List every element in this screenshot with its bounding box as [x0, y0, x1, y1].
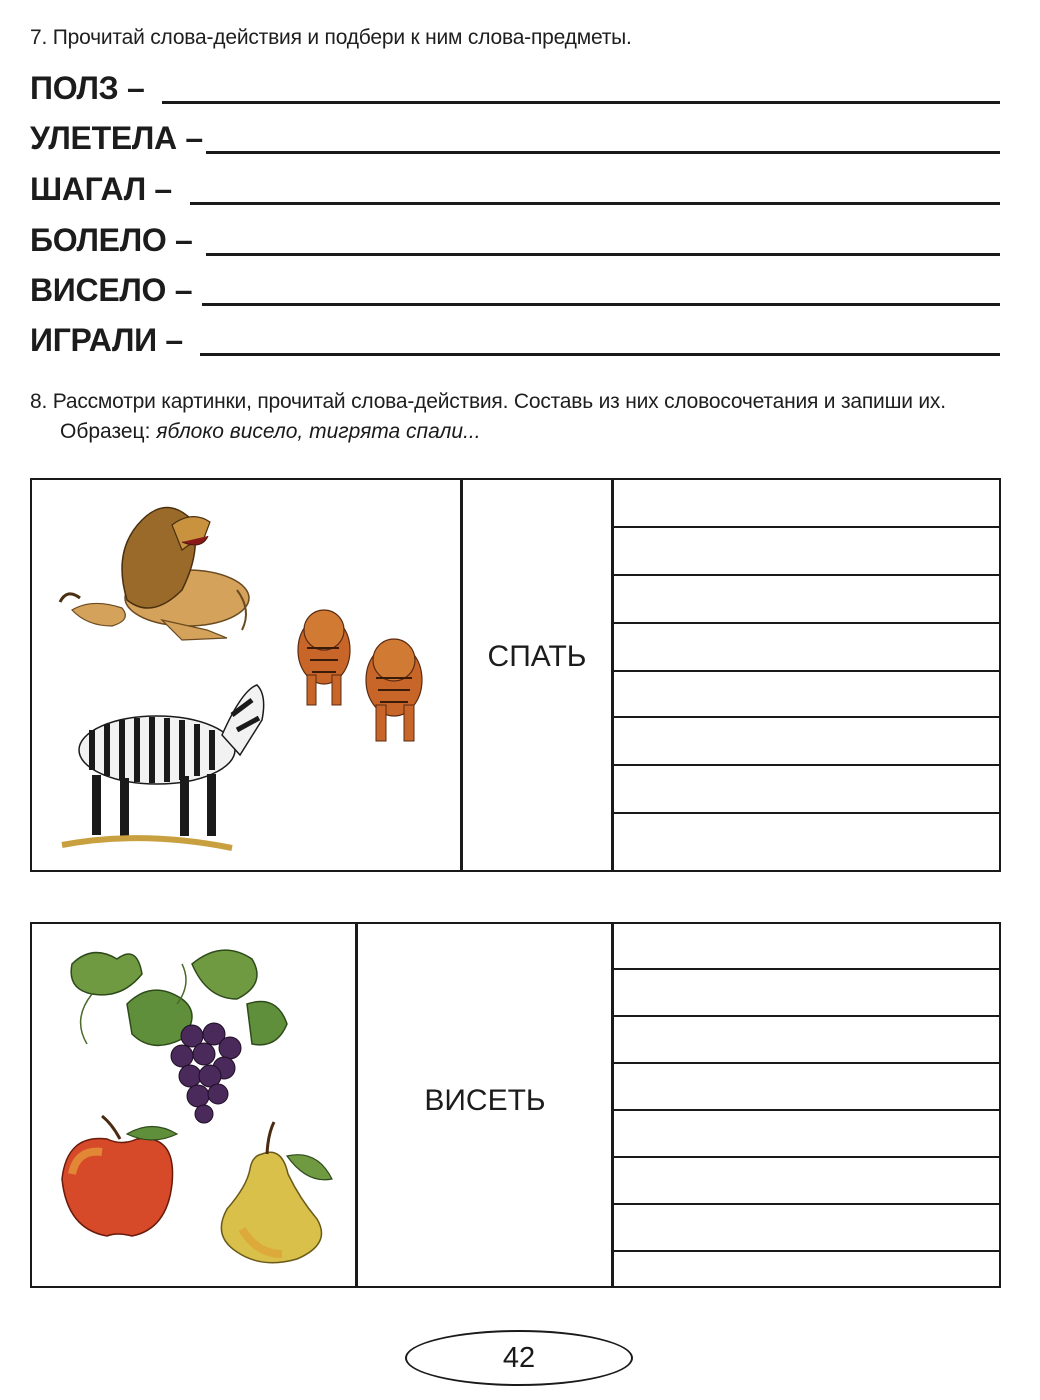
answer-line[interactable]	[200, 353, 1000, 356]
grape-vine-illustration	[71, 950, 287, 1045]
action-word: ВИСЕЛО –	[30, 272, 193, 308]
write-line[interactable]	[613, 574, 999, 576]
writing-cell[interactable]	[613, 924, 999, 1286]
action-word: ПОЛЗ –	[30, 70, 145, 106]
writing-cell[interactable]	[613, 480, 999, 870]
verb-label: СПАТЬ	[487, 640, 587, 673]
column-divider	[460, 480, 463, 870]
zebra-illustration	[62, 685, 264, 848]
picture-cell	[32, 480, 460, 870]
fill-row-polz	[30, 64, 1000, 104]
action-word: БОЛЕЛО –	[30, 222, 193, 258]
write-line[interactable]	[613, 1203, 999, 1205]
fill-row-uletela	[30, 114, 1000, 154]
fill-row-shagal	[30, 165, 1000, 205]
write-line[interactable]	[613, 1062, 999, 1064]
answer-line[interactable]	[162, 101, 1000, 104]
picture-cell	[32, 924, 355, 1286]
task7-heading: 7. Прочитай слова-действия и подбери к ним слова-предметы.	[30, 26, 632, 49]
answer-line[interactable]	[202, 303, 1000, 306]
write-line[interactable]	[613, 670, 999, 672]
write-line[interactable]	[613, 1250, 999, 1252]
answer-line[interactable]	[206, 151, 1000, 154]
pear-illustration	[221, 1122, 332, 1263]
grapes-illustration	[171, 1023, 241, 1123]
write-line[interactable]	[613, 1156, 999, 1158]
action-word: ИГРАЛИ –	[30, 322, 183, 358]
fill-row-viselo	[30, 266, 1000, 306]
apple-illustration	[62, 1116, 177, 1236]
write-line[interactable]	[613, 812, 999, 814]
write-line[interactable]	[613, 1015, 999, 1017]
example-label: Образец:	[60, 420, 151, 443]
action-word: УЛЕТЕЛА –	[30, 120, 203, 156]
write-line[interactable]	[613, 716, 999, 718]
write-line[interactable]	[613, 526, 999, 528]
animals-picture	[32, 480, 460, 870]
write-line[interactable]	[613, 622, 999, 624]
answer-line[interactable]	[206, 253, 1000, 256]
lion-illustration	[60, 508, 249, 641]
tiger-cubs-illustration	[298, 610, 422, 741]
write-line[interactable]	[613, 764, 999, 766]
page-number	[405, 1330, 633, 1386]
answer-line[interactable]	[190, 202, 1000, 205]
task-table-spat	[30, 478, 1001, 872]
example-line	[60, 420, 481, 444]
fill-row-bolelo	[30, 216, 1000, 256]
fruits-picture	[32, 924, 355, 1286]
example-text: яблоко висело, тигрята спали...	[156, 420, 481, 443]
fill-row-igrali	[30, 316, 1000, 356]
write-line[interactable]	[613, 1109, 999, 1111]
verb-label: ВИСЕТЬ	[424, 1084, 546, 1117]
page-number-text: 42	[502, 1341, 536, 1374]
action-word: ШАГАЛ –	[30, 171, 172, 207]
task-table-viset	[30, 922, 1001, 1288]
write-line[interactable]	[613, 968, 999, 970]
task8-heading: 8. Рассмотри картинки, прочитай слова-действия. Составь из них словосочетания и запиши их.	[30, 390, 946, 413]
